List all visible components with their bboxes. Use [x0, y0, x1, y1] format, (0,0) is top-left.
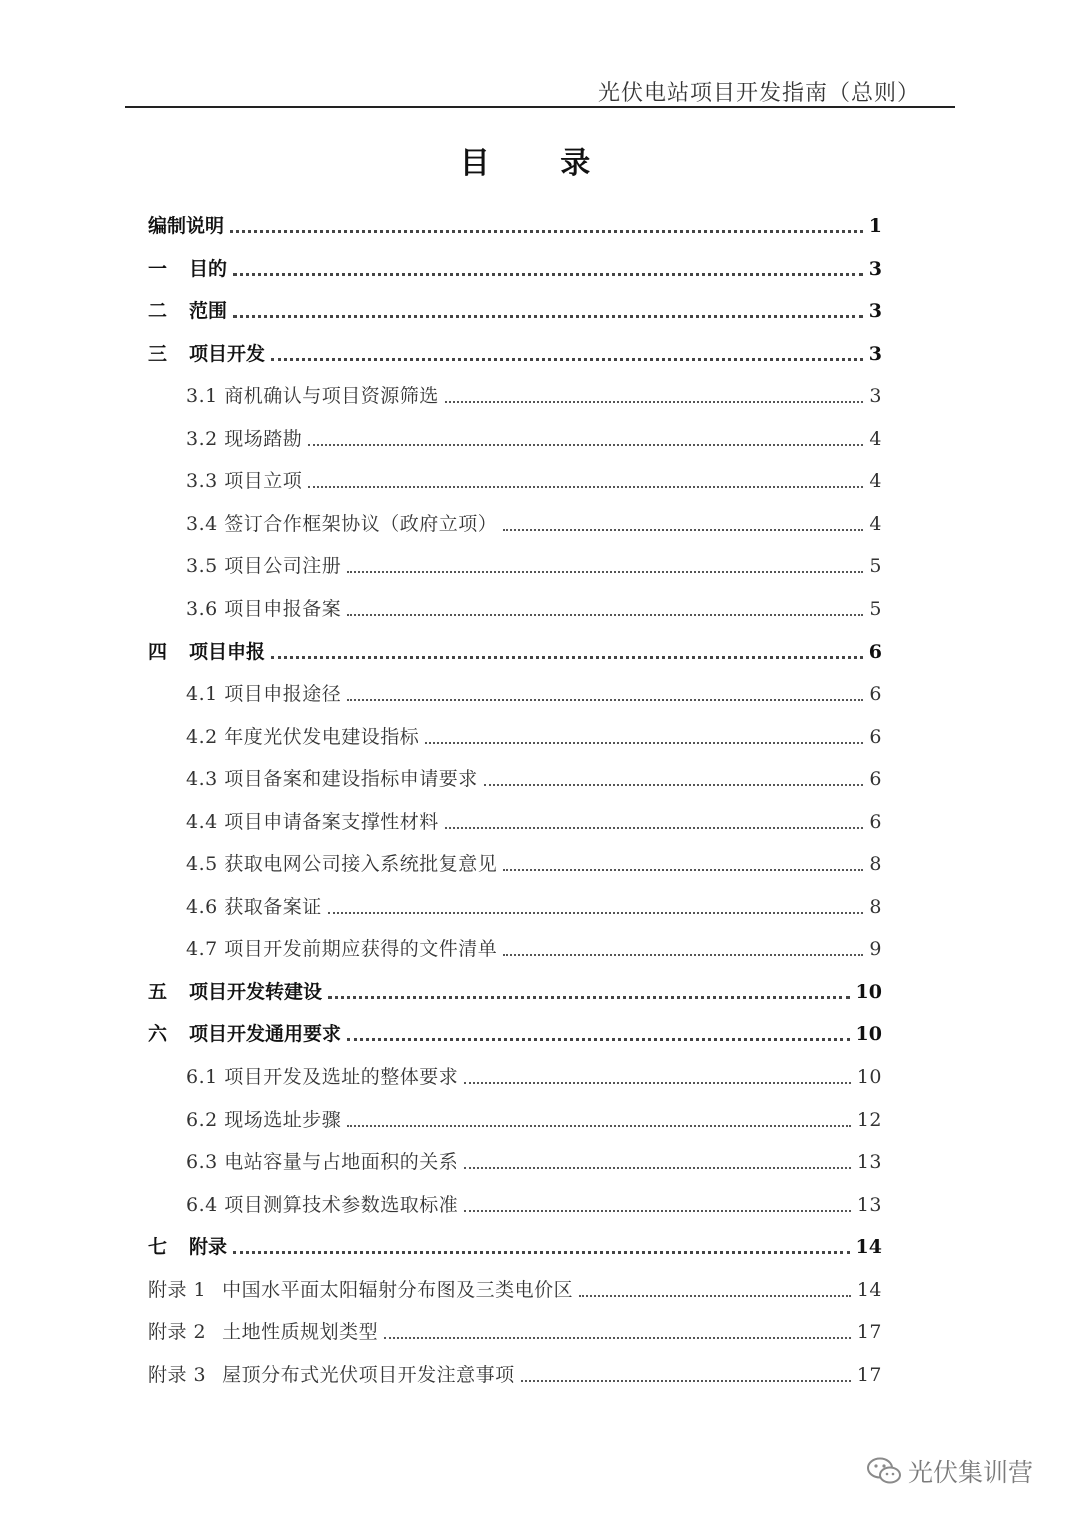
toc-entry[interactable]: [186, 466, 882, 496]
toc-entry-title: 6.3 电站容量与占地面积的关系: [186, 1151, 459, 1173]
toc-entry[interactable]: [148, 339, 882, 369]
toc-entry-title: 项目开发转建设: [189, 981, 323, 1003]
toc-entry-title: 项目申报: [189, 641, 266, 663]
toc-entry-number: 四: [148, 641, 168, 663]
toc-entry-page: 8: [869, 896, 882, 918]
toc-entry-page: 4: [869, 513, 882, 535]
toc-entry-page: 10: [856, 1066, 882, 1088]
toc-entry-title: 编制说明: [148, 215, 225, 237]
toc-entry-page: 10: [855, 1023, 882, 1045]
toc-entry[interactable]: [186, 551, 882, 581]
dot-leader: [384, 1337, 851, 1339]
header-rule: [125, 106, 955, 108]
dot-leader: [347, 571, 863, 573]
dot-leader: [233, 315, 863, 318]
toc-entry[interactable]: [186, 764, 882, 794]
toc-entry-number: 五: [148, 981, 168, 1003]
toc-entry-title: 土地性质规划类型: [222, 1321, 379, 1343]
toc-entry-title: 3.3 项目立项: [186, 470, 303, 492]
toc-entry-title: 3.2 现场踏勘: [186, 428, 303, 450]
running-header: 光伏电站项目开发指南（总则）: [597, 81, 920, 106]
toc-entry-title: 附录: [189, 1236, 228, 1258]
dot-leader: [503, 869, 863, 871]
toc-entry[interactable]: [148, 1275, 882, 1305]
toc-entry[interactable]: [186, 934, 882, 964]
toc-entry[interactable]: [186, 1062, 882, 1092]
toc-entry-page: 6: [868, 641, 882, 663]
dot-leader: [347, 1038, 850, 1041]
toc-entry-page: 3: [869, 385, 882, 407]
toc-entry-title: 3.1 商机确认与项目资源筛选: [186, 385, 439, 407]
toc-entry-title: 项目开发: [189, 343, 266, 365]
toc-entry[interactable]: [186, 594, 882, 624]
toc-entry[interactable]: [148, 211, 882, 241]
toc-entry[interactable]: [186, 1105, 882, 1135]
dot-leader: [445, 827, 864, 829]
toc-entry-title: 4.6 获取备案证: [186, 896, 322, 918]
toc-entry-title: 6.2 现场选址步骤: [186, 1109, 342, 1131]
toc-entry-number: 附录 3: [148, 1364, 207, 1386]
dot-leader: [328, 996, 850, 999]
dot-leader: [347, 614, 863, 616]
toc-entry[interactable]: [186, 892, 882, 922]
toc-entry[interactable]: [186, 849, 882, 879]
toc-entry-number: 三: [148, 343, 168, 365]
toc-entry-title: 6.4 项目测算技术参数选取标准: [186, 1194, 459, 1216]
dot-leader: [464, 1082, 851, 1084]
toc-entry-page: 8: [869, 853, 882, 875]
dot-leader: [230, 230, 863, 233]
toc-entry-page: 5: [869, 555, 882, 577]
toc-entry-page: 4: [869, 428, 882, 450]
toc-entry-page: 6: [869, 726, 882, 748]
toc-entry-page: 10: [855, 981, 882, 1003]
toc-entry-page: 4: [869, 470, 882, 492]
toc-entry-page: 6: [869, 811, 882, 833]
dot-leader: [503, 529, 863, 531]
toc-entry-title: 4.7 项目开发前期应获得的文件清单: [186, 938, 498, 960]
toc-entry-title: 4.4 项目申请备案支撑性材料: [186, 811, 439, 833]
toc-entry-number: 六: [148, 1023, 168, 1045]
toc-entry-page: 13: [856, 1151, 882, 1173]
toc-entry-page: 14: [856, 1279, 882, 1301]
toc-entry-page: 6: [869, 683, 882, 705]
toc-entry-title: 目的: [189, 258, 228, 280]
toc-entry-title: 屋顶分布式光伏项目开发注意事项: [222, 1364, 515, 1386]
toc-entry[interactable]: [148, 254, 882, 284]
toc-entry-page: 12: [856, 1109, 882, 1131]
watermark-text: 光伏集训营: [908, 1458, 1034, 1487]
dot-leader: [484, 784, 864, 786]
toc-entry-number: 一: [148, 258, 168, 280]
dot-leader: [233, 273, 863, 276]
toc-entry[interactable]: [186, 722, 882, 752]
toc-entry[interactable]: [148, 977, 882, 1007]
dot-leader: [521, 1380, 851, 1382]
toc-entry[interactable]: [148, 1232, 882, 1262]
toc-entry[interactable]: [148, 1360, 882, 1390]
dot-leader: [233, 1251, 850, 1254]
toc-entry[interactable]: [186, 1147, 882, 1177]
dot-leader: [579, 1295, 851, 1297]
toc-entry-page: 17: [856, 1364, 882, 1386]
dot-leader: [464, 1210, 851, 1212]
toc-entry-title: 6.1 项目开发及选址的整体要求: [186, 1066, 459, 1088]
toc-entry-number: 七: [148, 1236, 168, 1258]
toc-entry-page: 14: [855, 1236, 882, 1258]
toc-entry-title: 3.6 项目申报备案: [186, 598, 342, 620]
dot-leader: [308, 444, 863, 446]
toc-entry[interactable]: [186, 509, 882, 539]
dot-leader: [271, 358, 863, 361]
toc-entry[interactable]: [186, 679, 882, 709]
toc-entry-number: 附录 1: [148, 1279, 207, 1301]
dot-leader: [445, 401, 864, 403]
toc-entry-title: 3.5 项目公司注册: [186, 555, 342, 577]
toc-entry[interactable]: [186, 381, 882, 411]
toc-entry-title: 3.4 签订合作框架协议（政府立项）: [186, 513, 498, 535]
toc-entry-page: 3: [868, 300, 882, 322]
toc-entry-number: 二: [148, 300, 168, 322]
toc-entry[interactable]: [148, 1317, 882, 1347]
toc-entry-page: 9: [869, 938, 882, 960]
toc-entry-page: 13: [856, 1194, 882, 1216]
toc-entry-page: 3: [868, 343, 882, 365]
dot-leader: [271, 656, 863, 659]
toc-entry[interactable]: [148, 1019, 882, 1049]
toc-entry-page: 17: [856, 1321, 882, 1343]
toc-entry-title: 项目开发通用要求: [189, 1023, 342, 1045]
toc-entry-page: 5: [869, 598, 882, 620]
dot-leader: [425, 742, 863, 744]
toc-entry-page: 1: [868, 215, 882, 237]
toc-entry-title: 4.5 获取电网公司接入系统批复意见: [186, 853, 498, 875]
toc-entry-title: 中国水平面太阳辐射分布图及三类电价区: [222, 1279, 574, 1301]
toc-entry[interactable]: [148, 637, 882, 667]
toc-entry-title: 4.2 年度光伏发电建设指标: [186, 726, 420, 748]
toc-entry[interactable]: [186, 807, 882, 837]
toc-entry[interactable]: [148, 296, 882, 326]
dot-leader: [347, 1125, 851, 1127]
dot-leader: [328, 912, 864, 914]
wechat-icon: [866, 1456, 902, 1486]
toc-entry[interactable]: [186, 1190, 882, 1220]
toc-entry-title: 范围: [189, 300, 228, 322]
dot-leader: [464, 1167, 851, 1169]
dot-leader: [503, 954, 863, 956]
toc-entry-page: 3: [868, 258, 882, 280]
toc-entry-title: 4.1 项目申报途径: [186, 683, 342, 705]
toc-entry-title: 4.3 项目备案和建设指标申请要求: [186, 768, 478, 790]
dot-leader: [347, 699, 863, 701]
toc-entry[interactable]: [186, 424, 882, 454]
toc-entry-page: 6: [869, 768, 882, 790]
toc-entry-number: 附录 2: [148, 1321, 207, 1343]
watermark: [866, 1453, 1033, 1489]
page-title: 目 录: [459, 146, 621, 181]
dot-leader: [308, 486, 863, 488]
